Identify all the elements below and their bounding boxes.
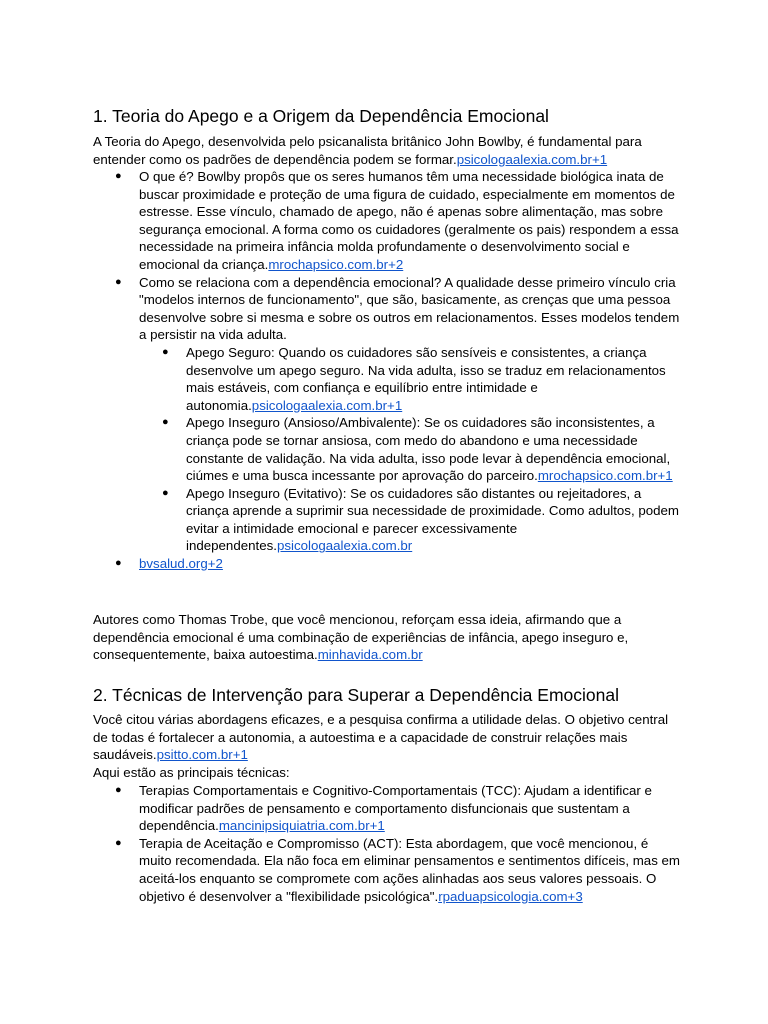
bullet-link[interactable]: mrochapsico.com.br+2	[268, 256, 404, 272]
list-item	[93, 274, 683, 556]
sub-bullet-list	[139, 344, 683, 555]
bullet-link[interactable]: rpaduapsicologia.com+3	[438, 888, 583, 904]
section-2-intro-link[interactable]: psitto.com.br+1	[156, 747, 248, 763]
list-item	[139, 414, 683, 484]
bullet-icon: ●	[115, 784, 122, 796]
section-2-intro	[93, 711, 683, 764]
list-item	[139, 485, 683, 555]
bullet-text: O que é? Bowlby propôs que os seres humanos têm uma necessidade biológica inata de buscar proximidade e proteção de uma figura de cuidado, especialmente em momentos de estresse. Esse vínculo, chamado de apego, não é apenas sobre alimentação, mas sobre segurança emocional. A forma como os cuidadores (geralmente os pais) respondem a essa necessidade na primeira infância molda profundamente o desenvolvimento social e emocional da criança.	[139, 169, 679, 272]
sub-bullet-icon: ●	[162, 486, 169, 499]
sub-bullet-icon: ●	[162, 345, 169, 358]
section-1-closing	[93, 611, 683, 664]
section-1-heading: 1. Teoria do Apego e a Origem da Dependência Emocional	[93, 106, 549, 126]
sub-bullet-text: Apego Inseguro (Evitativo): Se os cuidadores são distantes ou rejeitadores, a criança aprende a suprimir sua necessidade de proximidade. Como adultos, podem evitar a intimidade emocional e parecer excessivamente independentes.	[186, 485, 679, 554]
section-1-intro-text: A Teoria do Apego, desenvolvida pelo psicanalista britânico John Bowlby, é fundamental para entender como os padrões de dependência podem se formar.	[93, 134, 642, 167]
list-item	[93, 168, 683, 274]
section-1-closing-text: Autores como Thomas Trobe, que você mencionou, reforçam essa ideia, afirmando que a dependência emocional é uma combinação de experiências de infância, apego inseguro e, consequentemente, baixa autoestima.	[93, 612, 629, 663]
bullet-text: Terapias Comportamentais e Cognitivo-Comportamentais (TCC): Ajudam a identificar e modificar padrões de pensamento e comportamento disfuncionais que sustentam a dependência.	[139, 783, 652, 834]
sub-bullet-icon: ●	[162, 416, 169, 429]
bullet-text: Como se relaciona com a dependência emocional? A qualidade desse primeiro vínculo cria "modelos internos de funcionamento", que são, basicamente, as crenças que uma pessoa desenvolve sobre si mesma e sobre os outros em relacionamentos. Esses modelos tendem a persistir na vida adulta.	[139, 274, 680, 343]
bullet-text: Terapia de Aceitação e Compromisso (ACT): Esta abordagem, que você mencionou, é muito recomendada. Ela não foca em eliminar pensamentos e sentimentos difíceis, mas em aceitá-los enquanto se compromete com ações alinhadas aos seus valores pessoais. O objetivo é desenvolver a "flexibilidade psicológica".	[139, 835, 681, 904]
bullet-icon: ●	[115, 836, 122, 849]
bullet-icon: ●	[115, 557, 122, 570]
sub-bullet-text: Apego Inseguro (Ansioso/Ambivalente): Se os cuidadores são inconsistentes, a criança pode se tornar ansiosa, com medo do abandono e uma necessidade constante de validação. Na vida adulta, isso pode levar à dependência emocional, ciúmes e uma busca incessante por aprovação do parceiro.	[186, 415, 671, 484]
section-1-intro-link[interactable]: psicologaalexia.com.br+1	[456, 151, 608, 167]
list-item	[93, 835, 683, 905]
sub-bullet-link[interactable]: mrochapsico.com.br+1	[537, 468, 673, 484]
section-2-lead-in: Aqui estão as principais técnicas:	[93, 765, 290, 780]
sub-bullet-link[interactable]: psicologaalexia.com.br+1	[251, 397, 403, 413]
sub-bullet-link[interactable]: psicologaalexia.com.br	[276, 538, 413, 554]
list-item	[93, 782, 683, 835]
bullet-link[interactable]: mancinipsiquiatria.com.br+1	[218, 818, 385, 834]
list-item	[139, 344, 683, 414]
list-item	[93, 555, 683, 573]
bullet-icon: ●	[115, 275, 122, 288]
section-1-bullet-list	[93, 168, 683, 573]
sub-bullet-text: Apego Seguro: Quando os cuidadores são sensíveis e consistentes, a criança desenvolve um apego seguro. Na vida adulta, isso se traduz em relacionamentos mais estáveis, com confiança e equilíbrio entre intimidade e autonomia.	[186, 344, 666, 413]
section-2-heading: 2. Técnicas de Intervenção para Superar a Dependência Emocional	[93, 685, 619, 705]
source-link[interactable]: bvsalud.org+2	[139, 556, 223, 572]
section-2-intro-text: Você citou várias abordagens eficazes, e a pesquisa confirma a utilidade delas. O objetivo central de todas é fortalecer a autonomia, a autoestima e a capacidade de construir relações mais saudáveis.	[93, 712, 669, 763]
section-1-closing-link[interactable]: minhavida.com.br	[317, 647, 423, 663]
bullet-icon: ●	[115, 170, 122, 182]
section-2-bullet-list	[93, 782, 683, 905]
section-1-intro	[93, 133, 683, 168]
